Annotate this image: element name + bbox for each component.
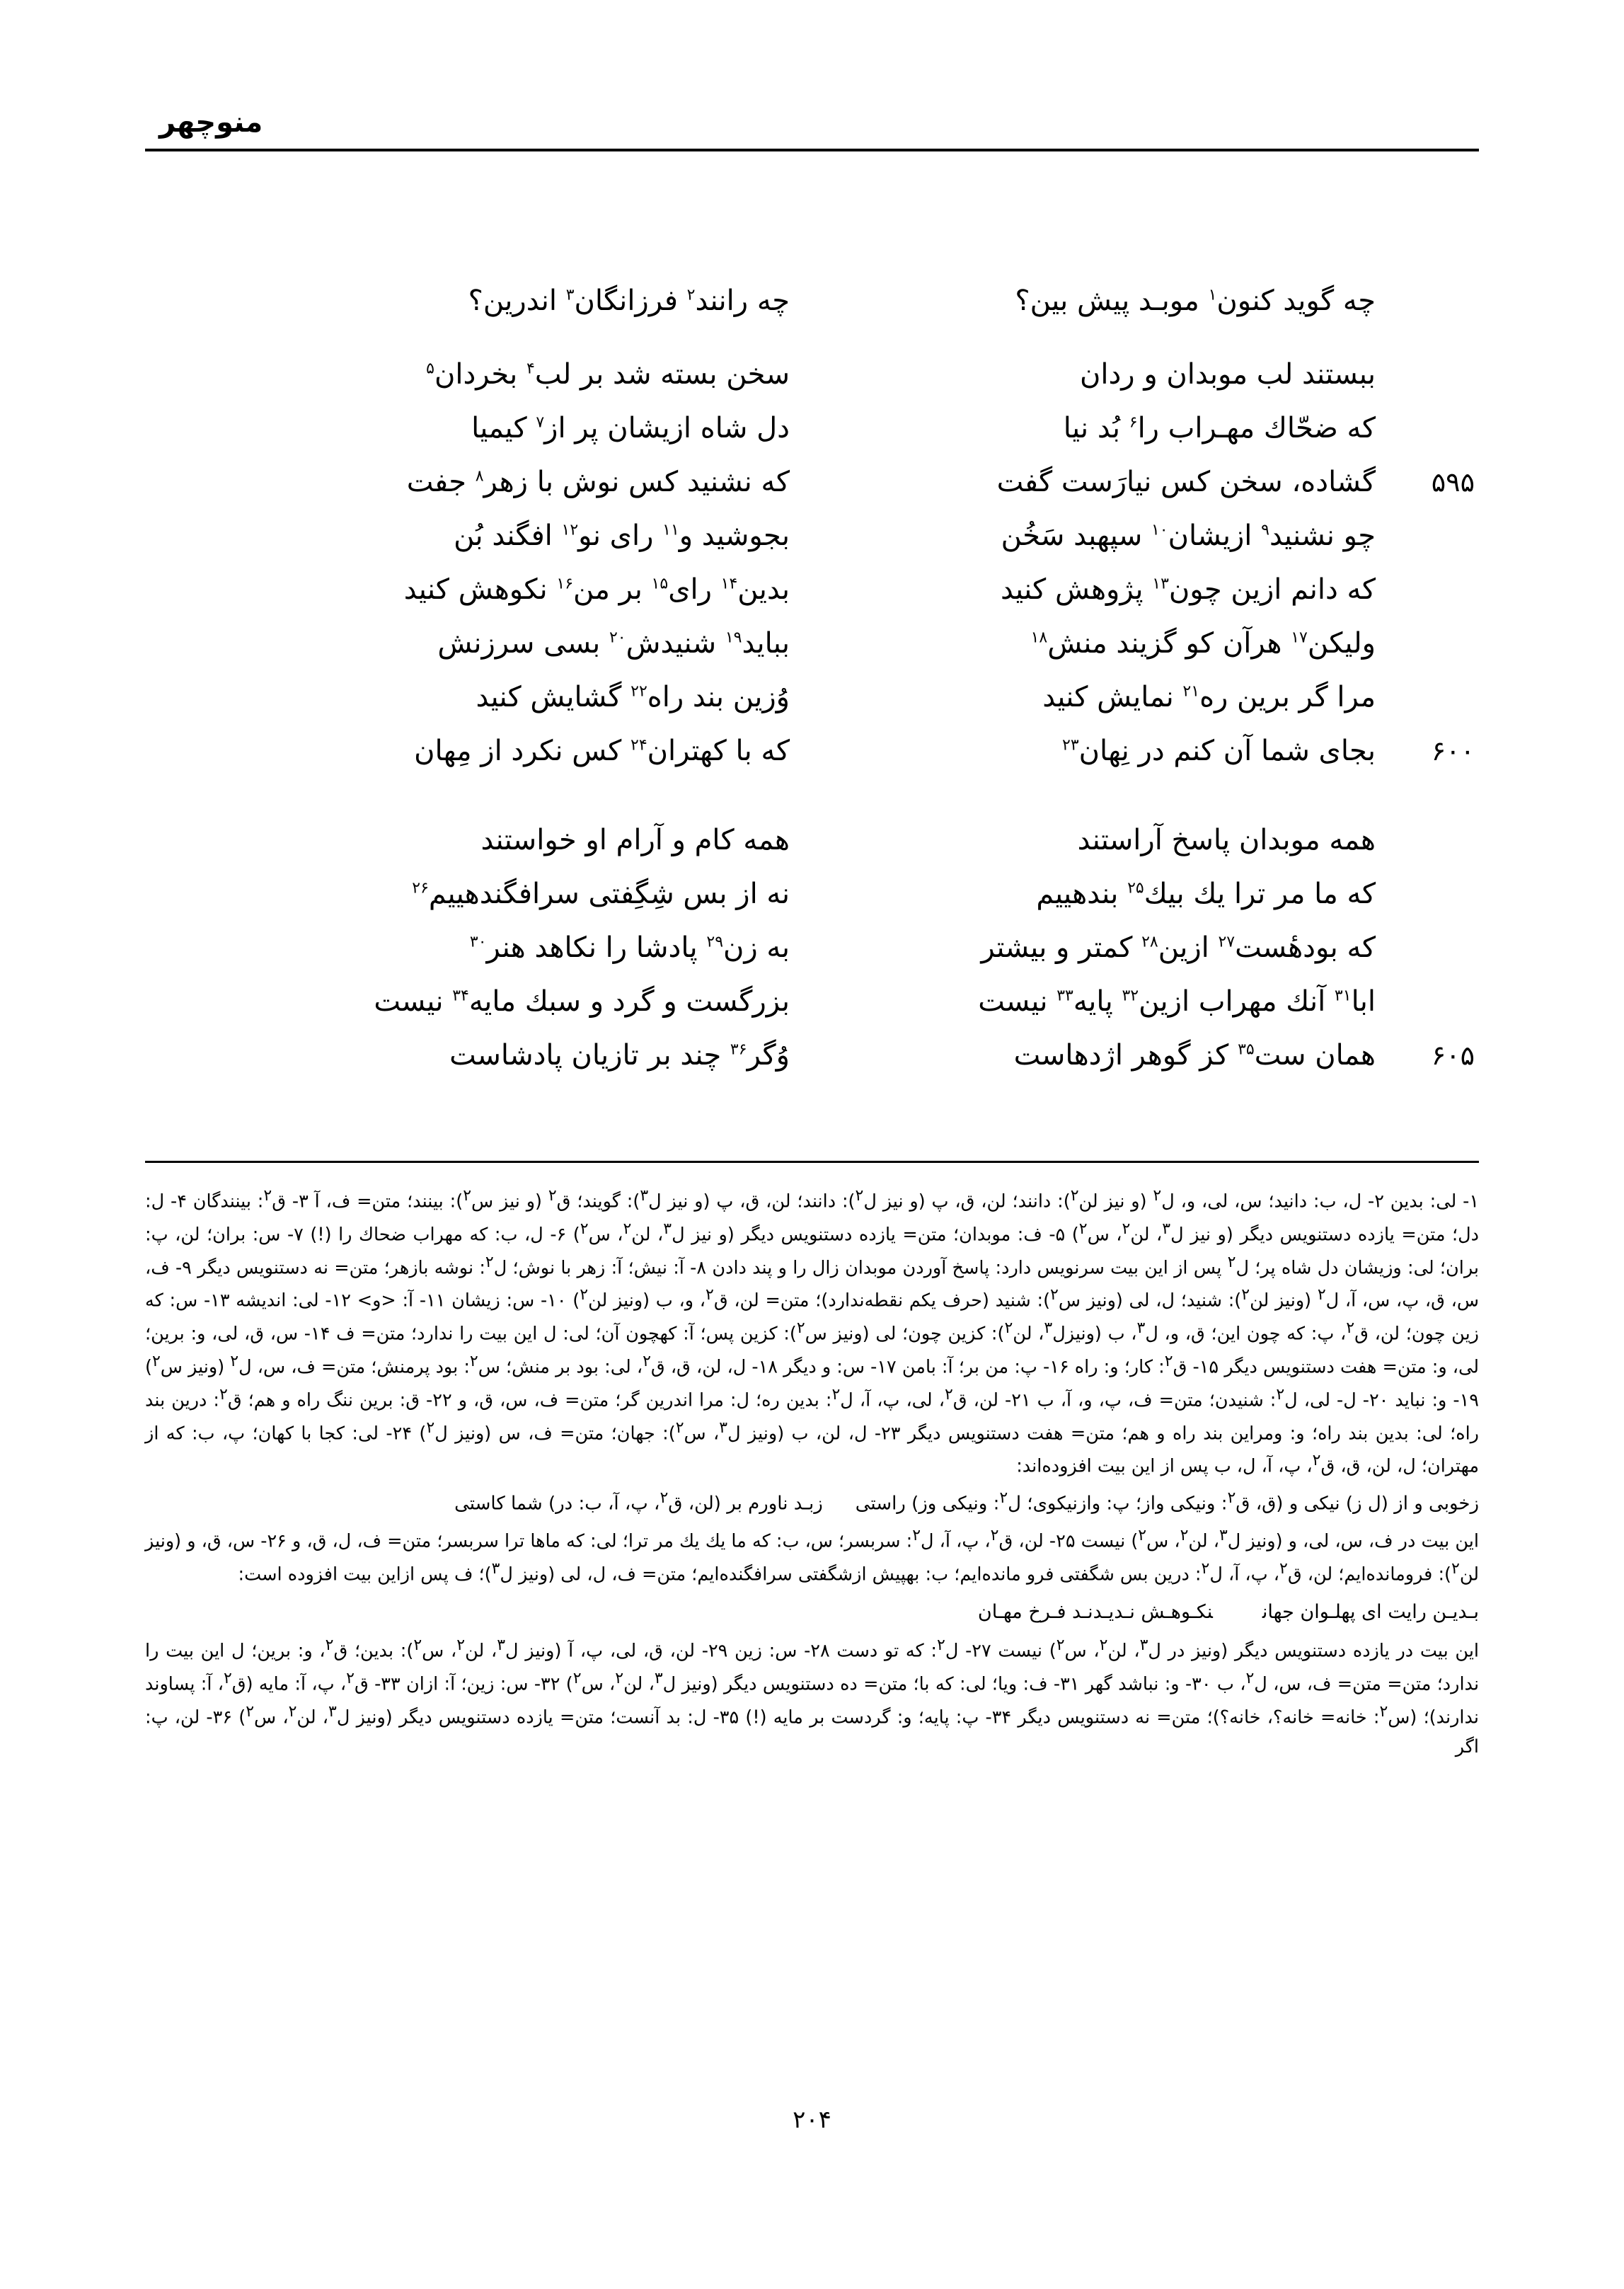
hemistich-first: که ضحّاك مهـراب را$^۶$ بُد نیا <box>1063 412 1376 444</box>
apparatus-paragraph: ۱- لی: بدین ۲- ل، ب: دانید؛ س، لی، و، ل$^۲$ (و نیز لن$^۲$): دانند؛ لن، ق، پ (و نیز ل$^۲$): دانند؛ لن، ق، پ (و نیز ل$^۳$): گویند؛ ق$^۲$ (و نیز س$^۲$): بینند؛ متن= ف، آ ۳- ق$^۲$: بینندگان ۴- ل: دل؛ متن= یازده دستنویس دیگر (و نیز ل$^۳$، لن$^۲$، س$^۲$) ۵- ف: موبدان؛ متن= یازده دستنویس دیگر (و نیز ل$^۳$، لن$^۲$، س$^۲$) ۶- ل، ب: که مهراب ضحاك را (!) ۷- س: بران؛ لن، پ: بران؛ لی: وزیشان دل شاه پر؛ ل$^۲$ پس از این بیت سرنویس دارد: پاسخ آوردن موبدان زال را و پند دادن ۸- آ: نیش؛ آ: زهر با نوش؛ ل$^۲$: نوشه بازهر؛ متن= نه دستنویس دیگر ۹- ف، س، ق، پ، س، آ، ل$^۲$ (ونیز لن$^۲$): شنید؛ ل، لی (ونیز س$^۲$): شنید (حرف یکم نقطه‌ندارد)؛ متن= لن، ق$^۲$، و، ب (ونیز لن$^۲$) ۱۰- س: زیشان ۱۱- آ: <و> ۱۲- لی: اندیشه ۱۳- س: که زین چون؛ لن، ق$^۲$، پ: که چون این؛ ق، و، ل$^۳$، ب (ونیزل$^۳$، لن$^۲$): کزین چون؛ لی (ونیز س$^۲$): کزین پس؛ آ: کهچون آن؛ لی: ل این بیت را ندارد؛ متن= ف ۱۴- س، ق، لی، و: برین؛ لی، و: متن= هفت دستنویس دیگر ۱۵- ق$^۲$: کار؛ و: راه ۱۶- پ: من بر؛ آ: بامن ۱۷- س: و دیگر ۱۸- ل، لن، ق، ق$^۲$، لی: بود بر منش؛ س$^۲$: بود پرمنش؛ متن= ف، س، ل$^۲$ (ونیز س$^۲$) ۱۹- و: نباید ۲۰- ل- لی، ل$^۲$: شنیدن؛ متن= ف، پ، و، آ، ب ۲۱- لن، ق$^۲$، لی، پ، آ، ل$^۲$: بدین ره؛ ل: مرا اندرین گر؛ متن= ف، س، ق، و ۲۲- ق: برین ننگ راه و هم؛ ق$^۲$: درین بند راه؛ لی: بدین بند راه؛ و: ومراین بند راه و هم؛ متن= هفت دستنویس دیگر ۲۳- ل، لن، ب (ونیز ل$^۳$، س$^۲$): جهان؛ متن= ف، س (ونیز ل$^۲$) ۲۴- لی: کجا با کهان؛ پ، ب: که از مهتران؛ ل، لن، ق، ق$^۲$، پ، آ، ل، ب پس از این بیت افزوده‌اند: <box>145 1187 1480 1477</box>
verse-line <box>145 280 1479 322</box>
hemistich-second: بجوشید و$^{۱۱}$ رای نو$^{۱۲}$ افگند بُن <box>454 520 790 552</box>
hemistich-second: نه از بس شِگِفتی سرافگندهییم$^{۲۶}$ <box>412 878 790 910</box>
verse-number: ۶۰۰ <box>1431 735 1475 767</box>
hemistich-first: زخوبی و از (ل ز) نیکی و (ق، ق$^۲$: ونیکی واز؛ پ: وازنیکوی؛ ل$^۲$: ونیکی وز) راستی <box>855 1489 1479 1515</box>
hemistich-first: مرا گر برین ره$^{۲۱}$ نمایش کنید <box>1042 681 1376 713</box>
running-head: منوچهر <box>159 106 263 139</box>
hemistich-first: چه گوید کنون$^۱$ موبـد پیش بین؟ <box>1015 285 1376 317</box>
running-head-area <box>145 106 1479 151</box>
header-divider <box>145 149 1479 151</box>
hemistich-first: که ما مر ترا یك بیك$^{۲۵}$ بندهییم <box>1036 878 1376 910</box>
hemistich-second: بباید$^{۱۹}$ شنیدش$^{۲۰}$ بسی سرزنش <box>437 627 790 660</box>
verse-line <box>145 873 1479 915</box>
hemistich-second: که با کهتران$^{۲۴}$ کس نکرد از مِهان <box>414 735 790 767</box>
verse-line <box>145 730 1479 772</box>
verse-number: ۵۹۵ <box>1431 466 1475 498</box>
hemistich-first: ابا$^{۳۱}$ آنك مهراب ازین$^{۳۲}$ پایه$^{۳۳}$ نیست <box>978 985 1376 1018</box>
verse-line <box>145 980 1479 1023</box>
hemistich-second: زبـد ناورم بر (لن، ق$^۲$، پ، آ، ب: در) شما کاستی <box>454 1489 823 1515</box>
verse-line <box>145 1034 1479 1077</box>
apparatus-inserted-verse <box>145 1486 1479 1519</box>
hemistich-first: بجای شما آن کنم در نِهان$^{۲۳}$ <box>1062 735 1376 767</box>
verse-line <box>145 568 1479 611</box>
verse-line <box>145 926 1479 969</box>
hemistich-second: چه رانند$^۲$ فرزانگان$^۳$ اندرین؟ <box>468 285 790 317</box>
verse-line <box>145 353 1479 396</box>
verse-number: ۶۰۵ <box>1431 1040 1475 1071</box>
hemistich-second: سخن بسته شد بر لب$^۴$ بخردان$^۵$ <box>426 358 790 391</box>
hemistich-second: نکـوهـش نـدیـدنـد فـرخ مهـان <box>977 1600 1213 1623</box>
hemistich-first: همه موبدان پاسخ آراستند <box>1077 824 1376 856</box>
verse-area <box>145 280 1479 1088</box>
page-number: ۲۰۴ <box>793 2106 831 2134</box>
apparatus-paragraph: این بیت در ف، س، لی، و (ونیز ل$^۳$، لن$^۲$، س$^۲$) نیست ۲۵- لن، ق$^۲$، پ، آ، ل$^۲$: سربسر؛ س، ب: که ما یك یك مر ترا؛ لی: که ماها ترا سربسر؛ متن= ف، ل، ق، و ۲۶- س، ق، و (ونیز لن$^۲$): فرومانده‌ایم؛ لن، ق$^۲$، پ، آ، ل$^۲$: درین بس شگفتی فرو مانده‌ایم؛ ب: بهپیش ازشگفتی سرافگنده‌ایم؛ متن= ف، ل، لی (ونیز ل$^۳$)؛ ف پس ازاین بیت افزوده است: <box>145 1526 1479 1585</box>
hemistich-first: همان ست$^{۳۵}$ کز گوهر اژدهاست <box>1013 1039 1376 1072</box>
footnote-divider <box>145 1161 1479 1163</box>
apparatus-inserted-verse <box>145 1597 1479 1628</box>
hemistich-first: بـدیـن رایت ای پهلـوان جهان <box>1262 1600 1479 1623</box>
hemistich-first: ولیکن$^{۱۷}$ هرآن کو گزیند منش$^{۱۸}$ <box>1030 627 1376 660</box>
hemistich-first: گشاده، سخن کس نیارَست گفت <box>996 466 1376 498</box>
hemistich-second: که نشنید کس نوش با زهر$^۸$ جفت <box>406 466 790 498</box>
verse-line <box>145 676 1479 718</box>
hemistich-second: همه کام و آرام او خواستند <box>480 824 790 856</box>
hemistich-first: که دانم ازین چون$^{۱۳}$ پژوهش کنید <box>1001 573 1376 606</box>
hemistich-second: وُزین بند راه$^{۲۲}$ گشایش کنید <box>476 681 790 713</box>
hemistich-second: وُگر$^{۳۶}$ چند بر تازیان پادشاست <box>449 1039 790 1072</box>
hemistich-first: ببستند لب موبدان و ردان <box>1080 358 1376 391</box>
verse-line <box>145 515 1479 557</box>
critical-apparatus <box>145 1183 1479 1762</box>
hemistich-second: به زن$^{۲۹}$ پادشا را نکاهد هنر$^{۳۰}$ <box>469 931 790 964</box>
hemistich-first: چو نشنید$^۹$ ازیشان$^{۱۰}$ سپهبد سَخُن <box>1001 520 1376 552</box>
hemistich-second: دل شاه ازیشان پر از$^۷$ کیمیا <box>471 412 790 444</box>
verse-line <box>145 622 1479 665</box>
hemistich-second: بدین$^{۱۴}$ رای$^{۱۵}$ بر من$^{۱۶}$ نکوهش کنید <box>403 573 790 606</box>
verse-line <box>145 819 1479 861</box>
stanza <box>145 280 1479 772</box>
verse-line <box>145 407 1479 449</box>
verse-line <box>145 461 1479 503</box>
hemistich-first: که بودهٔست$^{۲۷}$ ازین$^{۲۸}$ کمتر و بیشتر <box>981 931 1376 964</box>
stanza <box>145 819 1479 1077</box>
apparatus-paragraph: این بیت در یازده دستنویس دیگر (ونیز در ل$^۳$، لن$^۲$، س$^۲$) نیست ۲۷- ل$^۲$: که تو دست ۲۸- س: زین ۲۹- لن، ق، لی، پ، آ (ونیز ل$^۳$، لن$^۲$، س$^۲$): بدین؛ ق$^۲$، و: برین؛ ل این بیت را ندارد؛ متن= متن= ف، س، ل$^۲$، ب ۳۰- و: نباشد گهر ۳۱- ف: ویا؛ لی: که با؛ متن= ده دستنویس دیگر (ونیز ل$^۳$، لن$^۲$، س$^۲$) ۳۲- س: زین؛ آ: ازان ۳۳- ق$^۲$، پ، آ: مایه (ق$^۲$، آ: پساوند ندارند)؛ (س$^۲$: خانه= خانه؟، خانه؟)؛ متن= نه دستنویس دیگر ۳۴- پ: پایه؛ و: گردست بر مایه (!) ۳۵- ل: بد آنست؛ متن= یازده دستنویس دیگر (ونیز ل$^۳$، لن$^۲$، س$^۲$) ۳۶- لن، پ: اگر <box>145 1636 1480 1757</box>
hemistich-second: بزرگست و گرد و سبك مایه$^{۳۴}$ نیست <box>374 985 790 1018</box>
